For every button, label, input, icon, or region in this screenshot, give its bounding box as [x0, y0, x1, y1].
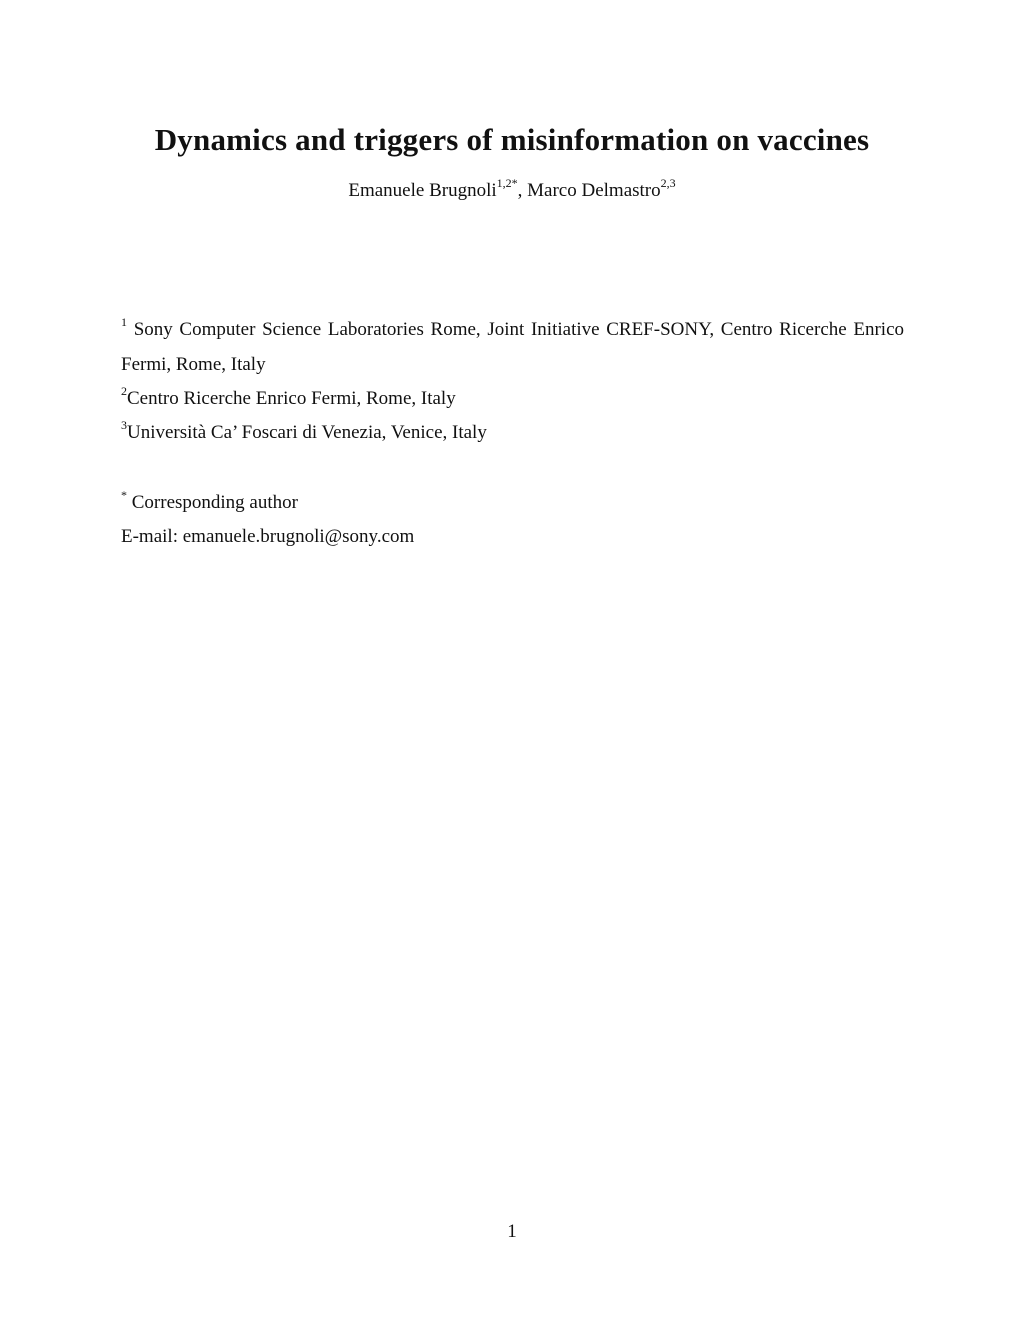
author-separator: , — [517, 180, 528, 201]
page-number: 1 — [507, 1221, 517, 1242]
affiliation-text: Università Ca’ Foscari di Venezia, Venice, Italy — [127, 422, 487, 443]
author-line — [0, 175, 1024, 204]
affiliation-item — [121, 416, 904, 451]
corresponding-email: E-mail: emanuele.brugnoli@sony.com — [121, 526, 415, 547]
paper-title: Dynamics and triggers of misinformation on vaccines — [154, 122, 870, 157]
author-name: Marco Delmastro — [527, 180, 661, 201]
affiliation-item — [121, 313, 904, 382]
corresponding-label: Corresponding author — [131, 492, 298, 513]
affiliation-marker: 2 — [121, 383, 127, 398]
corresponding-marker: * — [121, 487, 127, 502]
author-name: Emanuele Brugnoli — [348, 180, 497, 201]
author-affiliation-marker: 1,2* — [496, 175, 518, 190]
corresponding-author-note — [121, 486, 298, 521]
author-affiliation-marker: 2,3 — [660, 175, 676, 190]
affiliation-marker: 1 — [121, 314, 127, 329]
affiliation-item — [121, 382, 904, 417]
affiliation-marker: 3 — [121, 417, 127, 432]
affiliation-text: Centro Ricerche Enrico Fermi, Rome, Italy — [127, 388, 456, 409]
affiliation-text: Sony Computer Science Laboratories Rome, Joint Initiative CREF-SONY, Centro Ricerche Enrico Fermi, Rome, Italy — [121, 319, 905, 375]
